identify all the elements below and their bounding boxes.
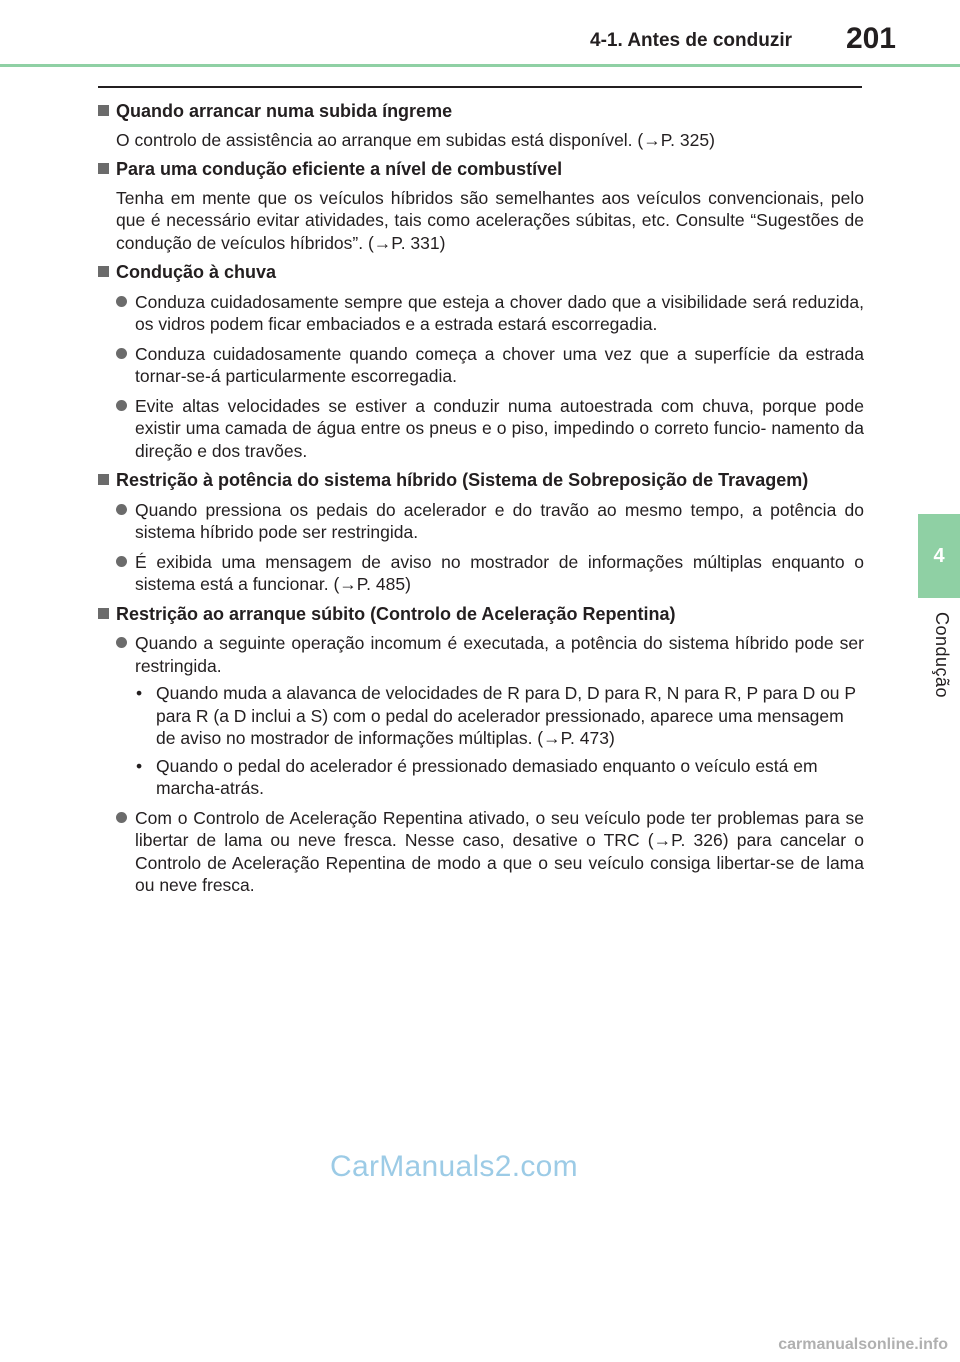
page-header	[0, 0, 960, 68]
section-heading: Restrição ao arranque súbito (Controlo de Aceleração Repentina)	[98, 603, 864, 626]
content-top-rule	[98, 86, 862, 88]
sub-list-item: • Quando muda a alavanca de velocidades de R para D, D para R, N para R, P para D ou P para R (a D inclui a S) com o pedal do acelerador pressionado, aparece uma mensagem de aviso no mostrador de informações múltiplas. (→P. 473)	[136, 683, 856, 748]
square-bullet-icon	[98, 608, 109, 619]
list-item: Quando pressiona os pedais do acelerador e do travão ao mesmo tempo, a potência do sistema híbrido pode ser restringida.	[116, 499, 864, 544]
header-rule	[0, 64, 960, 67]
section-heading: Restrição à potência do sistema híbrido (Sistema de Sobreposição de Travagem)	[98, 469, 864, 492]
list-item: Evite altas velocidades se estiver a conduzir numa autoestrada com chuva, porque pode existir uma camada de água entre os pneus e o piso, impedindo o correto funcio- namento da direção e dos travões.	[116, 395, 864, 463]
chapter-tab[interactable]	[918, 514, 960, 598]
section-title: 4-1. Antes de conduzir	[590, 30, 792, 51]
circle-bullet-icon	[116, 504, 127, 515]
section-paragraph: Tenha em mente que os veículos híbridos são semelhantes aos veículos convencionais, pelo que é necessário evitar atividades, tais como acelerações súbitas, etc. Consulte “Sugestões de condução de veículos híbridos”. (→P. 331)	[116, 187, 864, 253]
section-paragraph: O controlo de assistência ao arranque em subidas está disponível. (→P. 325)	[116, 129, 715, 150]
circle-bullet-icon	[116, 556, 127, 567]
list-item: Conduza cuidadosamente sempre que esteja a chover dado que a visibilidade será reduzida, os vidros podem ficar embaciados e a estrada estará escorregadia.	[116, 291, 864, 336]
square-bullet-icon	[98, 474, 109, 485]
footer-watermark: carmanualsonline.info	[778, 1336, 948, 1353]
sub-list-item: • Quando o pedal do acelerador é pressionado demasiado enquanto o veículo está em marcha-atrás.	[136, 755, 818, 798]
list-item: Quando a seguinte operação incomum é executada, a potência do sistema híbrido pode ser restringida.	[116, 632, 864, 677]
section-heading: Quando arrancar numa subida íngreme	[98, 100, 864, 123]
section-fuel-efficiency	[98, 158, 864, 254]
circle-bullet-icon	[116, 637, 127, 648]
square-bullet-icon	[98, 163, 109, 174]
square-bullet-icon	[98, 105, 109, 116]
page-content	[98, 100, 864, 904]
square-bullet-icon	[98, 266, 109, 277]
section-drive-start-control	[98, 603, 864, 897]
section-heading: Para uma condução eficiente a nível de combustível	[98, 158, 864, 181]
list-item: É exibida uma mensagem de aviso no mostrador de informações múltiplas enquanto o sistema está a funcionar. (→P. 485)	[116, 551, 864, 596]
small-bullet-icon: •	[136, 683, 143, 703]
section-heading: Condução à chuva	[98, 261, 864, 284]
small-bullet-icon: •	[136, 755, 143, 776]
chapter-label: Condução	[932, 612, 952, 699]
section-rain-driving	[98, 261, 864, 462]
section-steep-start	[98, 100, 864, 151]
watermark-logo: CarManuals2.com	[330, 1150, 578, 1183]
circle-bullet-icon	[116, 296, 127, 307]
circle-bullet-icon	[116, 400, 127, 411]
circle-bullet-icon	[116, 348, 127, 359]
list-item: Com o Controlo de Aceleração Repentina ativado, o seu veículo pode ter problemas para se libertar de lama ou neve fresca. Nesse caso, desative o TRC (→P. 326) para cancelar o Controlo de Aceleração Repentina de modo a que o seu veículo consiga libertar-se de lama ou neve fresca.	[116, 807, 864, 897]
page-number: 201	[845, 22, 896, 55]
section-brake-override	[98, 469, 864, 596]
list-item: Conduza cuidadosamente quando começa a chover uma vez que a superfície da estrada tornar-se-á particularmente escorregadia.	[116, 343, 864, 388]
chapter-number: 4	[933, 544, 945, 567]
circle-bullet-icon	[116, 812, 127, 823]
